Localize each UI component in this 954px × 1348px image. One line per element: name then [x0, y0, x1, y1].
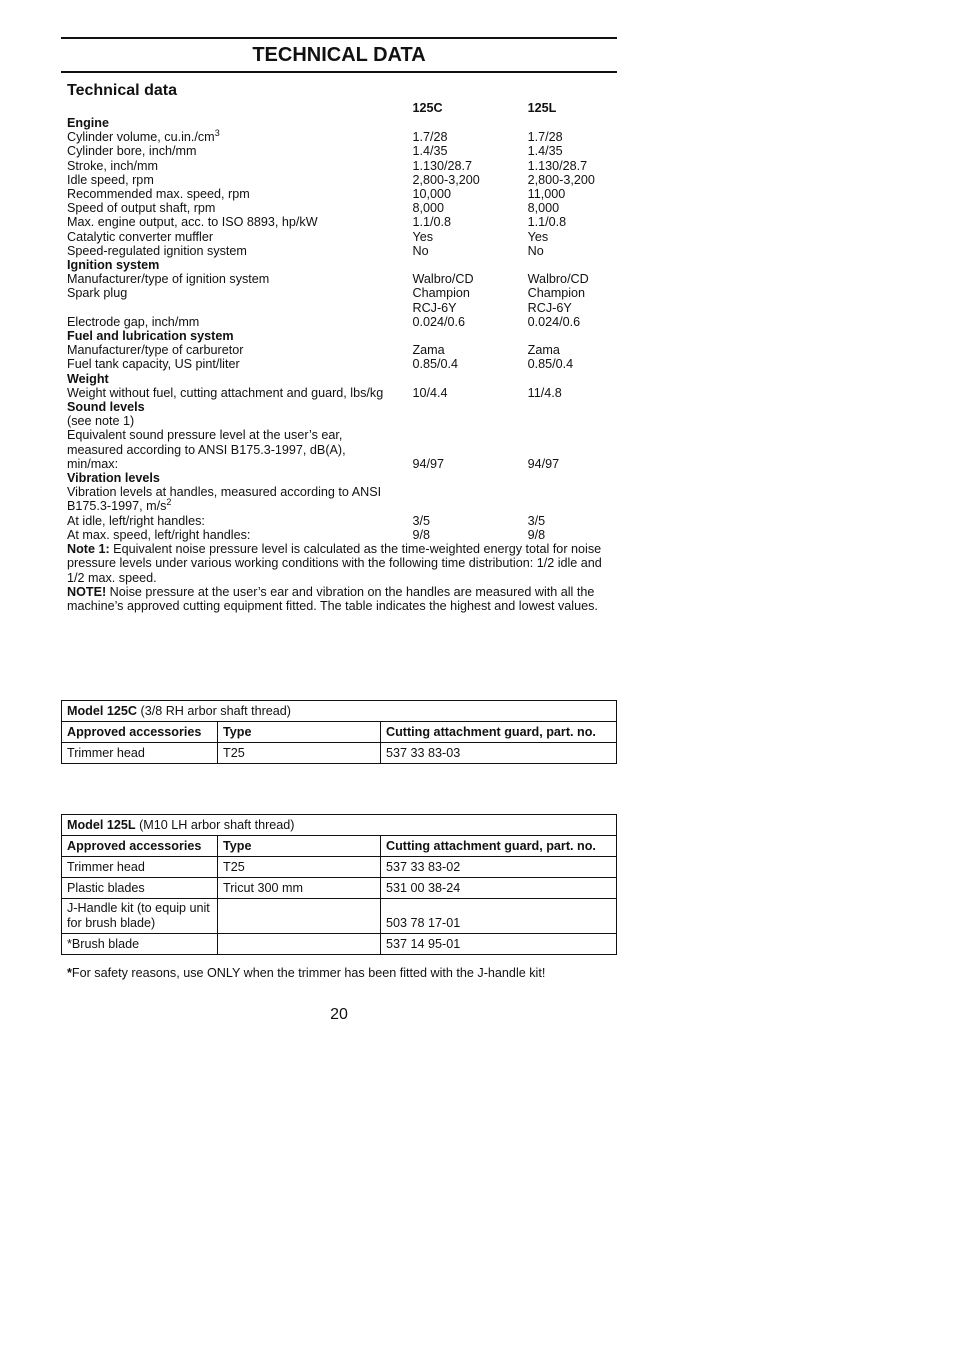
spec-row: [67, 499, 617, 513]
spec-value-125c: 1.130/28.7: [412, 158, 473, 173]
spec-label: B175.3‑1997, $m/s^2$: [67, 497, 172, 514]
spec-group-header: Ignition system: [67, 258, 160, 273]
spec-value-125l: No: [527, 243, 544, 258]
spec-row: [67, 443, 617, 457]
spec-label: Cylinder bore, inch/mm: [67, 144, 197, 159]
spec-value-125l: 94/97: [527, 456, 560, 471]
note: Note 1: Equivalent noise pressure level is calculated as the time‑weighted energy total for noise pressure levels under various working conditions with the following time distribution: 1/2 idle and 1/2 max. speed.: [67, 542, 602, 585]
type-cell: [218, 934, 381, 955]
spec-group-header: Sound levels: [67, 400, 145, 415]
spec-value-125l: [528, 499, 617, 513]
spec-value-125c: Zama: [412, 343, 445, 358]
spec-group-header: Weight: [67, 371, 109, 386]
type-cell: Tricut 300 mm: [218, 878, 381, 899]
notes: [61, 542, 617, 613]
spec-value-125l: RCJ‑6Y: [527, 300, 572, 315]
spec-row: [67, 201, 617, 215]
spec-column-headers: [67, 100, 617, 116]
section-title: Technical data: [67, 82, 177, 99]
spec-row: [67, 144, 617, 158]
spec-label: Cylinder volume, $cu.in./cm^3$: [67, 128, 220, 145]
spec-group-header: Fuel and lubrication system: [67, 329, 234, 344]
spec-value-125l: 1.1/0.8: [527, 215, 567, 230]
type-cell: T25: [218, 743, 381, 764]
spec-row: [67, 386, 617, 400]
spec-value-125l: 2,800‑3,200: [527, 172, 595, 187]
spec-row: [67, 215, 617, 229]
spec-value-125c: No: [412, 243, 429, 258]
spec-value-125c: 0.85/0.4: [412, 357, 459, 372]
spec-value-125l: Zama: [527, 343, 560, 358]
table-row: [62, 934, 617, 955]
table-header-row: [62, 722, 617, 743]
spec-value-125l: 11/4.8: [527, 385, 562, 400]
spec-label: Spark plug: [67, 286, 128, 301]
spec-value-125l: 3/5: [527, 513, 546, 528]
header-guard-part-no: Cutting attachment guard, part. no.: [381, 722, 617, 743]
accessory-cell: Trimmer head: [62, 743, 218, 764]
accessory-cell: Plastic blades: [62, 878, 218, 899]
spec-value-125l: 11,000: [527, 187, 566, 202]
spec-row: [67, 343, 617, 357]
table-caption-125c: Model 125C (3/8 RH arbor shaft thread): [62, 701, 617, 722]
page-title: TECHNICAL DATA: [252, 44, 426, 66]
spec-label: Catalytic converter muffler: [67, 229, 214, 244]
spec-value-125c: 3/5: [412, 513, 430, 528]
spec-table: [67, 100, 617, 542]
spec-label: (see note 1): [67, 414, 135, 429]
table-row: [62, 857, 617, 878]
spec-label: Fuel tank capacity, US pint/liter: [67, 357, 240, 372]
spec-rows: [67, 116, 617, 542]
spec-value-125l: 8,000: [527, 201, 560, 216]
spec-value-125c: [412, 499, 527, 513]
spec-value-125c: RCJ‑6Y: [412, 300, 457, 315]
spec-row: [67, 286, 617, 300]
spec-label: min/max:: [67, 456, 119, 471]
spec-value-125c: Champion: [412, 286, 470, 301]
spec-label: At max. speed, left/right handles:: [67, 527, 251, 542]
spec-value-125c: 1.4/35: [412, 144, 448, 159]
spec-value-125l: [528, 485, 617, 499]
spec-row: [67, 301, 617, 315]
spec-label: Max. engine output, acc. to ISO 8893, hp/kW: [67, 215, 318, 230]
table-header-row: [62, 836, 617, 857]
spec-row: [67, 187, 617, 201]
spec-row: [67, 428, 617, 442]
spec-row: [67, 130, 617, 144]
spec-row: [67, 485, 617, 499]
part-no-cell: 537 33 83‑02: [381, 857, 617, 878]
spec-value-125l: 1.4/35: [527, 144, 563, 159]
spec-label: Vibration levels at handles, measured according to ANSI: [67, 485, 382, 500]
spec-value-125c: [412, 428, 527, 442]
spec-value-125l: Champion: [527, 286, 586, 301]
spec-value-125c: 1.7/28: [412, 130, 448, 145]
spec-row: [67, 457, 617, 471]
spec-value-125c: [412, 485, 527, 499]
accessory-cell: J‑Handle kit (to equip unit for brush blade): [62, 899, 218, 934]
spec-label: Weight without fuel, cutting attachment and guard, lbs/kg: [67, 385, 384, 400]
spec-value-125c: 8,000: [412, 201, 444, 216]
header-guard-part-no: Cutting attachment guard, part. no.: [381, 836, 617, 857]
part-no-cell: 503 78 17‑01: [381, 899, 617, 934]
spec-row: [67, 230, 617, 244]
header-approved-accessories: Approved accessories: [62, 722, 218, 743]
spec-value-125l: [528, 443, 617, 457]
spec-value-125c: 0.024/0.6: [412, 314, 466, 329]
spec-value-125c: Walbro/CD: [412, 272, 474, 287]
part-no-cell: 537 14 95‑01: [381, 934, 617, 955]
table-row: [62, 743, 617, 764]
note: NOTE! Noise pressure at the user’s ear and vibration on the handles are measured with all the machine’s approved cutting equipment fitted. The table indicates the highest and lowest values.: [67, 584, 598, 613]
spec-value-125c: 94/97: [412, 456, 444, 471]
spec-row: [67, 244, 617, 258]
technical-data-page: [61, 37, 617, 613]
table-row: [62, 899, 617, 934]
header-type: Type: [218, 722, 381, 743]
spec-value-125l: Walbro/CD: [527, 272, 589, 287]
spec-row: [67, 315, 617, 329]
spec-label: Manufacturer/type of ignition system: [67, 272, 270, 287]
part-no-cell: 531 00 38‑24: [381, 878, 617, 899]
spec-row: [67, 159, 617, 173]
spec-label: measured according to ANSI B175.3‑1997, dB(A),: [67, 442, 346, 457]
type-cell: [218, 899, 381, 934]
spec-row: [67, 514, 617, 528]
accessory-cell: Trimmer head: [62, 857, 218, 878]
spec-label: Stroke, inch/mm: [67, 158, 158, 173]
spec-label: Speed‑regulated ignition system: [67, 243, 247, 258]
spec-value-125c: [412, 414, 527, 428]
spec-label: Equivalent sound pressure level at the user’s ear,: [67, 428, 343, 443]
spec-label: Idle speed, rpm: [67, 172, 154, 187]
column-header-125l: 125L: [527, 101, 557, 115]
spec-label: Speed of output shaft, rpm: [67, 201, 216, 216]
spec-label: Recommended max. speed, rpm: [67, 187, 250, 202]
table-caption-125l: Model 125L (M10 LH arbor shaft thread): [62, 815, 617, 836]
spec-value-125c: 10,000: [412, 187, 452, 202]
type-cell: T25: [218, 857, 381, 878]
header-type: Type: [218, 836, 381, 857]
accessories-table-125c: [61, 700, 617, 764]
spec-label: [67, 301, 412, 315]
spec-value-125l: 1.130/28.7: [527, 158, 588, 173]
spec-row: [67, 414, 617, 428]
part-no-cell: 537 33 83‑03: [381, 743, 617, 764]
spec-label: Electrode gap, inch/mm: [67, 314, 200, 329]
spec-value-125l: Yes: [527, 229, 549, 244]
spec-value-125c: [412, 443, 527, 457]
page-number: 20: [330, 1006, 348, 1023]
spec-value-125l: [528, 428, 617, 442]
table-row: [62, 878, 617, 899]
spec-row: [67, 528, 617, 542]
footnote: *For safety reasons, use ONLY when the trimmer has been fitted with the J‑handle kit!: [67, 966, 546, 980]
title-rule: [61, 71, 617, 73]
spec-label: Manufacturer/type of carburetor: [67, 343, 244, 358]
spec-value-125c: 2,800‑3,200: [412, 172, 480, 187]
spec-label: At idle, left/right handles:: [67, 513, 205, 528]
accessories-table-125l: [61, 814, 617, 955]
spec-value-125c: 9/8: [412, 527, 430, 542]
spec-row: [67, 272, 617, 286]
spec-value-125l: [528, 414, 617, 428]
spec-value-125l: 9/8: [527, 527, 546, 542]
spec-row: [67, 173, 617, 187]
spec-value-125c: Yes: [412, 229, 434, 244]
spec-value-125l: 0.024/0.6: [527, 314, 581, 329]
spec-value-125l: 0.85/0.4: [527, 357, 574, 372]
header-approved-accessories: Approved accessories: [62, 836, 218, 857]
spec-group-header: Vibration levels: [67, 471, 160, 486]
spec-value-125c: 1.1/0.8: [412, 215, 451, 230]
column-header-125c: 125C: [412, 101, 443, 115]
accessory-cell: *Brush blade: [62, 934, 218, 955]
spec-row: [67, 357, 617, 371]
spec-group-header: Engine: [67, 116, 109, 130]
spec-value-125c: 10/4.4: [412, 385, 448, 400]
spec-value-125l: 1.7/28: [527, 130, 563, 145]
